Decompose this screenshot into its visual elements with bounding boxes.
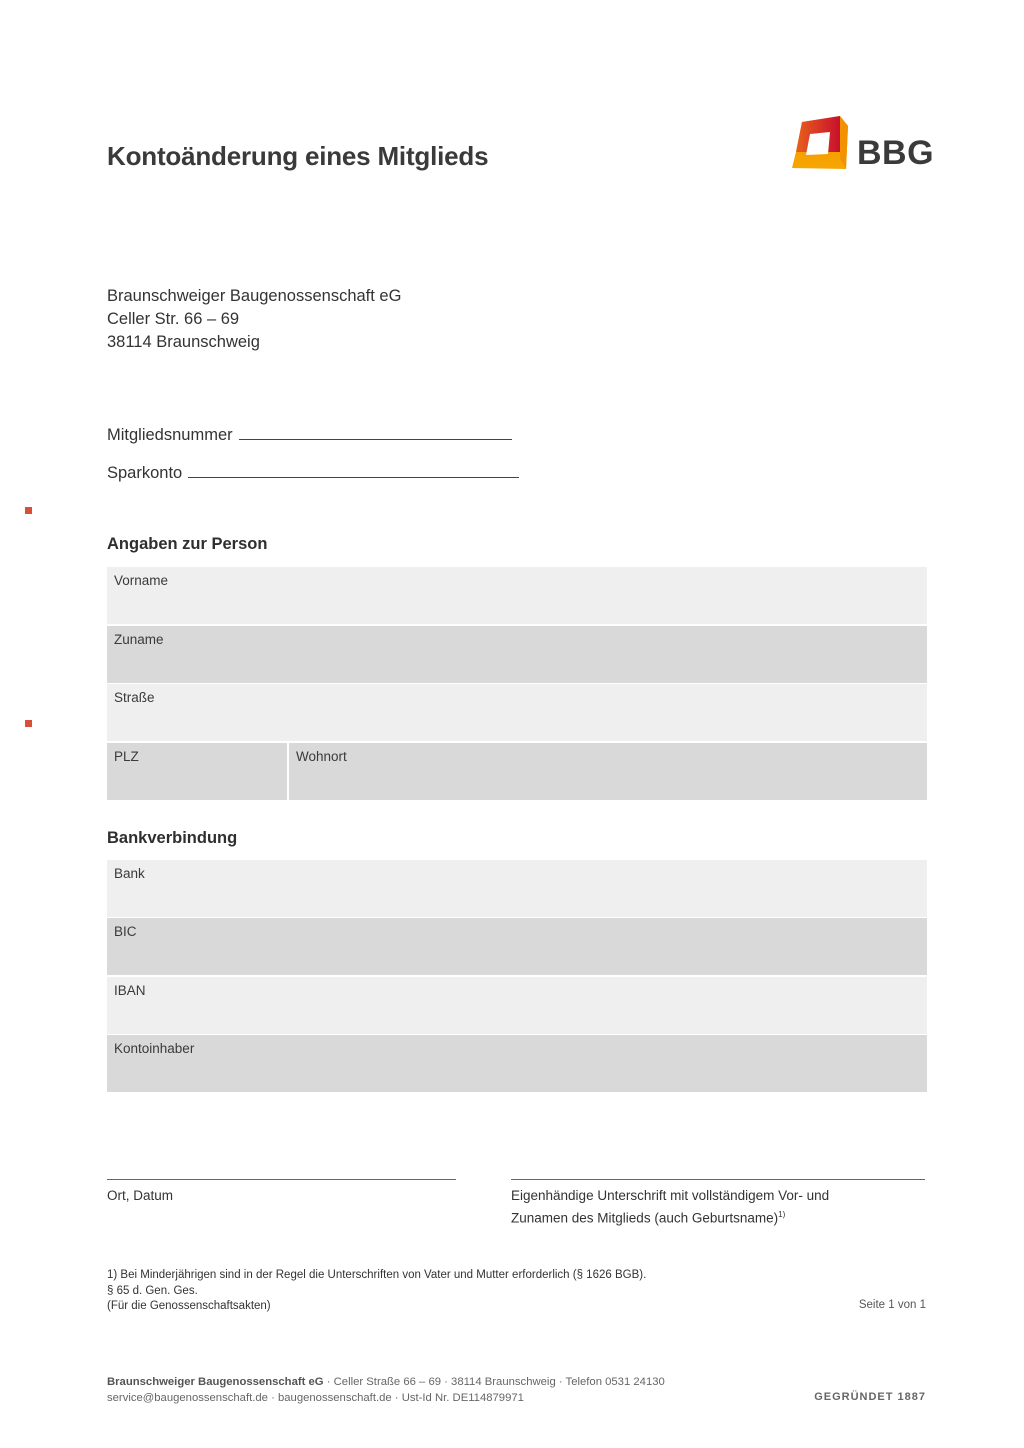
street-field[interactable] [107,684,927,741]
fold-mark-top [25,507,32,514]
footer-company: Braunschweiger Baugenossenschaft eG [107,1376,324,1388]
iban-label: IBAN [114,983,146,998]
savings-account-label: Sparkonto [107,464,183,482]
signature-label [511,1186,829,1228]
street-label: Straße [114,690,155,705]
member-number-input[interactable] [239,424,512,440]
city-field[interactable] [289,743,927,800]
place-date-label: Ort, Datum [107,1188,174,1203]
iban-field[interactable] [107,977,927,1034]
place-date-line[interactable] [107,1179,456,1180]
footer-contact: service@baugenossenschaft.de · baugenossenschaft.de · Ust-Id Nr. DE114879971 [107,1391,524,1404]
page-indicator: Seite 1 von 1 [858,1299,926,1311]
signature-line[interactable] [511,1179,925,1180]
signature-label-line-1: Eigenhändige Unterschrift mit vollständigem Vor- und [511,1188,830,1203]
member-number-field [107,424,512,445]
first-name-row [107,567,927,624]
iban-row [107,977,927,1034]
account-holder-label: Kontoinhaber [114,1041,195,1056]
footer [107,1375,665,1406]
footnote-line-1: 1) Bei Minderjährigen sind in der Regel die Unterschriften von Vater und Mutter erforderlich (§ 1626 BGB). [107,1269,647,1281]
recipient-address [107,285,401,354]
first-name-label: Vorname [114,573,169,588]
first-name-field[interactable] [107,567,927,624]
signature-label-line-2: Zunamen des Mitglieds (auch Geburtsname) [511,1210,779,1226]
logo-text: BBG [857,134,935,172]
zip-city-row [107,743,927,800]
bank-field[interactable] [107,860,927,917]
bank-section-heading: Bankverbindung [107,829,238,847]
recipient-line-2: Celler Str. 66 – 69 [107,310,240,328]
person-section-heading: Angaben zur Person [107,535,268,553]
savings-account-field [107,462,519,483]
last-name-field[interactable] [107,626,927,683]
signature-footnote-ref: 1) [778,1210,786,1219]
footnote-line-2: § 65 d. Gen. Ges. [107,1284,198,1297]
account-holder-row [107,1035,927,1092]
footnotes [107,1268,646,1315]
bank-row [107,860,927,917]
account-holder-field[interactable] [107,1035,927,1092]
bank-label: Bank [114,866,145,881]
street-row [107,684,927,741]
founded-label: GEGRÜNDET 1887 [814,1391,926,1403]
bic-row [107,918,927,975]
recipient-line-3: 38114 Braunschweig [107,333,260,351]
recipient-line-1: Braunschweiger Baugenossenschaft eG [107,287,402,305]
footnote-line-3: (Für die Genossenschaftsakten) [107,1300,271,1312]
bic-field[interactable] [107,918,927,975]
member-number-label: Mitgliedsnummer [107,426,233,444]
zip-label: PLZ [114,749,139,764]
bic-label: BIC [114,924,137,939]
page-title: Kontoänderung eines Mitglieds [107,141,489,171]
zip-field[interactable] [107,743,287,800]
fold-mark-middle [25,720,32,727]
city-label: Wohnort [296,749,347,764]
savings-account-input[interactable] [188,462,519,478]
footer-address: · Celler Straße 66 – 69 · 38114 Braunschweig · Telefon 0531 24130 [323,1376,665,1388]
last-name-row [107,626,927,683]
last-name-label: Zuname [114,632,164,647]
